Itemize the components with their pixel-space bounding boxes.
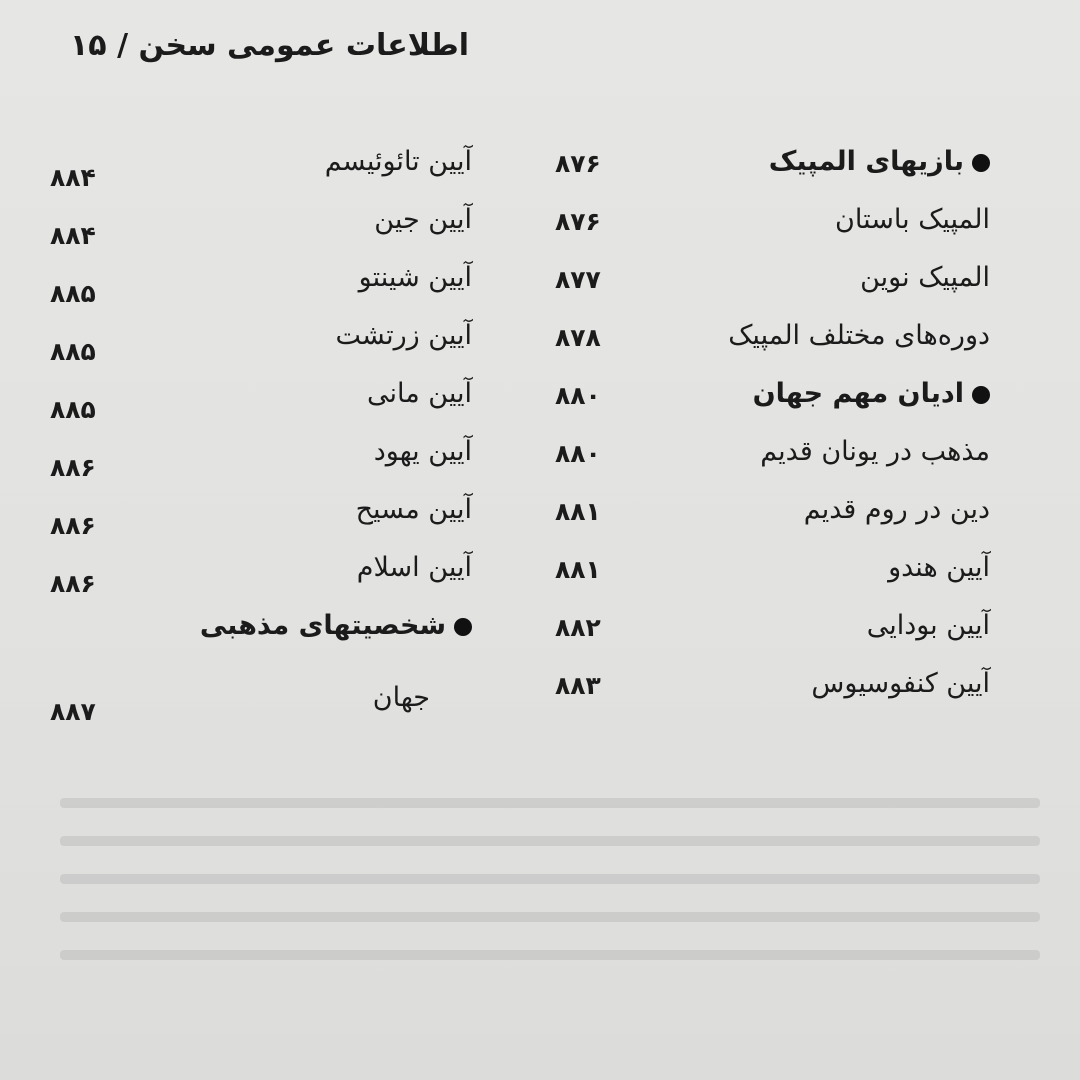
toc-entry-page: ۸۸۵ <box>50 279 96 308</box>
toc-entry-title: آیین بودایی <box>866 610 990 641</box>
toc-entry <box>40 316 490 374</box>
toc-entry <box>540 490 990 548</box>
toc-entry-page: ۸۸۰ <box>555 439 601 468</box>
toc-entry <box>540 142 990 200</box>
toc-entry-title: دین در روم قدیم <box>803 494 990 525</box>
toc-entry <box>40 490 490 548</box>
toc-entry-page: ۸۸۳ <box>555 671 601 700</box>
running-header: اطلاعات عمومی سخن / ۱۵ <box>70 28 470 63</box>
toc-entry <box>40 200 490 258</box>
toc-entry <box>40 432 490 490</box>
toc-entry-page: ۸۸۱ <box>555 555 601 584</box>
toc-entry-title: آیین شینتو <box>358 262 472 293</box>
toc-entry <box>540 200 990 258</box>
toc-entry-page: ۸۷۶ <box>555 149 601 178</box>
toc-entry <box>40 664 490 726</box>
bullet-icon <box>972 154 990 172</box>
toc-entry-title: آیین کنفوسیوس <box>811 668 990 699</box>
toc-entry-title: شخصیتهای مذهبی <box>200 606 472 646</box>
toc-entry-page: ۸۷۷ <box>555 265 601 294</box>
toc-entry-page: ۸۸۴ <box>50 221 96 250</box>
bullet-icon <box>972 386 990 404</box>
toc-entry-page: ۸۸۵ <box>50 395 96 424</box>
show-through-text <box>60 770 1040 1030</box>
toc-entry-title: ادیان مهم جهان <box>753 374 990 414</box>
toc-entry <box>540 548 990 606</box>
toc-entry-title: آیین مانی <box>366 378 472 409</box>
toc-entry-page: ۸۷۶ <box>555 207 601 236</box>
toc-entry-title: المپیک باستان <box>835 204 990 235</box>
toc-entry-page: ۸۷۸ <box>555 323 601 352</box>
toc-entry-title: آیین یهود <box>373 436 472 467</box>
toc-entry-page: ۸۸۶ <box>50 453 96 482</box>
toc-entry <box>40 606 490 664</box>
toc-entry-title: آیین جین <box>374 204 472 235</box>
toc-entry <box>540 606 990 664</box>
toc-entry-title: آیین مسیح <box>355 494 472 525</box>
toc-entry-page: ۸۸۶ <box>50 569 96 598</box>
toc-entry-title: مذهب در یونان قدیم <box>760 436 990 467</box>
toc-entry-page: ۸۸۶ <box>50 511 96 540</box>
toc-entry-title: بازیهای المپیک <box>769 142 990 182</box>
toc-entry <box>540 374 990 432</box>
toc-entry-title: آیین اسلام <box>356 552 472 583</box>
toc-entry-page: ۸۸۴ <box>50 163 96 192</box>
toc-entry <box>40 258 490 316</box>
toc-entry-title: دوره‌های مختلف المپیک <box>728 320 990 351</box>
toc-entry-title: آیین هندو <box>888 552 990 583</box>
toc-entry-title: المپیک نوین <box>860 262 990 293</box>
toc-entry <box>40 374 490 432</box>
toc-entry-page: ۸۸۵ <box>50 337 96 366</box>
bullet-icon <box>454 618 472 636</box>
toc-entry <box>40 548 490 606</box>
toc-entry <box>540 432 990 490</box>
toc-entry-page: ۸۸۲ <box>555 613 601 642</box>
toc-entry-title: جهان <box>372 682 430 713</box>
toc-entry <box>540 664 990 722</box>
toc-entry-title: آیین زرتشت <box>335 320 472 351</box>
toc-entry-title: آیین تائوئیسم <box>324 146 472 177</box>
toc-entry-page: ۸۸۷ <box>50 697 96 726</box>
toc-entry <box>540 316 990 374</box>
toc-column-right <box>540 142 990 722</box>
toc-entry <box>540 258 990 316</box>
toc-column-left <box>40 142 490 726</box>
toc-entry <box>40 142 490 200</box>
toc-entry-page: ۸۸۱ <box>555 497 601 526</box>
toc-entry-page: ۸۸۰ <box>555 381 601 410</box>
